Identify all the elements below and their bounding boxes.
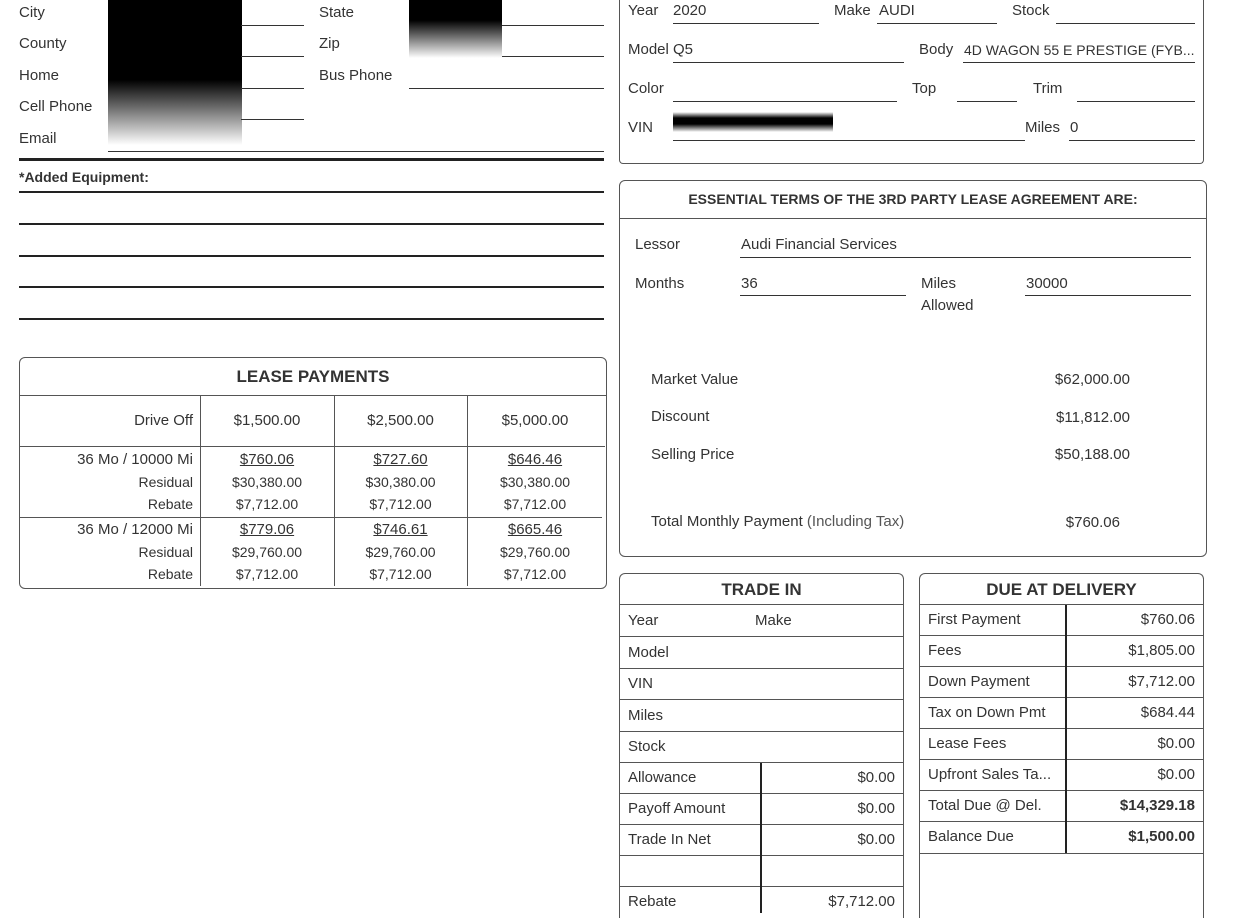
bus-phone-field[interactable] [409, 88, 604, 89]
trim-field[interactable] [1077, 101, 1195, 102]
due-row-value: $760.06 [1140, 611, 1195, 628]
divider [919, 821, 1204, 822]
due-row-value: $7,712.00 [1128, 673, 1195, 690]
lessor-value: Audi Financial Services [741, 236, 897, 253]
divider [919, 728, 1204, 729]
cell-phone-label: Cell Phone [19, 98, 93, 115]
payment-link[interactable]: $746.61 [373, 521, 428, 538]
due-row-label: Balance Due [928, 828, 1014, 845]
make-field[interactable] [877, 23, 997, 24]
drive-off-3[interactable]: $5,000.00 [501, 412, 569, 429]
lessor-label: Lessor [635, 236, 681, 253]
model-value: Q5 [673, 41, 694, 58]
divider [919, 697, 1204, 698]
rebate-value: $7,712.00 [503, 566, 567, 582]
lease-terms-panel [619, 180, 1207, 557]
selling-price-value: $50,188.00 [1054, 446, 1130, 463]
miles-allowed-field[interactable] [1025, 295, 1191, 296]
trade-rebate-value: $7,712.00 [828, 893, 895, 910]
payment-link[interactable]: $727.60 [373, 451, 428, 468]
color-label: Color [628, 80, 664, 97]
residual-value: $30,380.00 [499, 474, 571, 490]
payoff-label: Payoff Amount [628, 800, 726, 817]
equipment-line-5[interactable] [19, 318, 604, 320]
due-at-delivery-title: DUE AT DELIVERY [986, 580, 1137, 599]
vin-label: VIN [628, 119, 654, 136]
rebate-label: Rebate [147, 496, 193, 512]
city-label: City [19, 4, 45, 21]
residual-value: $29,760.00 [365, 544, 436, 560]
trim-label: Trim [1033, 80, 1063, 97]
drive-off-1[interactable]: $1,500.00 [233, 412, 301, 429]
email-label: Email [19, 130, 57, 147]
color-field[interactable] [673, 101, 897, 102]
rebate-value: $7,712.00 [235, 566, 299, 582]
divider [919, 853, 1204, 854]
term-label: 36 Mo / 12000 Mi [77, 521, 193, 538]
divider [619, 699, 904, 700]
divider [919, 635, 1204, 636]
miles-allowed-label: Miles [921, 275, 957, 292]
lease-terms-title: ESSENTIAL TERMS OF THE 3RD PARTY LEASE AGREEMENT ARE: [688, 191, 1138, 207]
months-label: Months [635, 275, 685, 292]
due-row-label: Tax on Down Pmt [928, 704, 1046, 721]
miles-label: Miles [1025, 119, 1061, 136]
rebate-value: $7,712.00 [503, 496, 567, 512]
model-field[interactable] [673, 62, 904, 63]
divider [1065, 605, 1067, 853]
trade-net-value: $0.00 [857, 831, 895, 848]
due-row-value: $0.00 [1157, 735, 1195, 752]
model-label: Model [628, 41, 669, 58]
redacted-customer-info [108, 0, 242, 145]
market-value-label: Market Value [651, 371, 739, 388]
zip-field[interactable] [502, 56, 604, 57]
trade-miles-label: Miles [628, 707, 664, 724]
due-row-value: $0.00 [1157, 766, 1195, 783]
rebate-value: $7,712.00 [369, 496, 432, 512]
miles-allowed-value: 30000 [1026, 275, 1068, 292]
year-value: 2020 [673, 2, 707, 19]
redacted-vin [673, 112, 833, 132]
bus-phone-label: Bus Phone [319, 67, 393, 84]
due-row-label: Down Payment [928, 673, 1030, 690]
divider [919, 759, 1204, 760]
equipment-line-1[interactable] [19, 191, 604, 193]
due-row-label: Total Due @ Del. [928, 797, 1042, 814]
total-monthly-label-text: Total Monthly Payment [651, 513, 803, 530]
residual-label: Residual [138, 474, 193, 490]
term-label: 36 Mo / 10000 Mi [77, 451, 193, 468]
due-row-value: $14,329.18 [1119, 797, 1195, 814]
zip-label: Zip [319, 35, 340, 52]
state-label: State [319, 4, 355, 21]
allowance-label: Allowance [628, 769, 697, 786]
due-row-label: First Payment [928, 611, 1021, 628]
stock-field[interactable] [1056, 23, 1195, 24]
body-value: 4D WAGON 55 E PRESTIGE (FYB... [964, 42, 1195, 58]
make-value: AUDI [879, 2, 915, 19]
email-field[interactable] [108, 151, 604, 152]
total-monthly-note: (Including Tax) [806, 513, 905, 530]
allowance-value: $0.00 [857, 769, 895, 786]
discount-value: $11,812.00 [1056, 409, 1130, 426]
redacted-state-zip [409, 0, 502, 58]
home-label: Home [19, 67, 60, 84]
selling-price-label: Selling Price [651, 446, 735, 463]
due-row-label: Upfront Sales Ta... [928, 766, 1052, 783]
trade-in-title: TRADE IN [721, 580, 802, 599]
equipment-line-3[interactable] [19, 255, 604, 257]
miles-allowed-label-2: Allowed [921, 297, 974, 314]
divider [760, 763, 762, 913]
trade-rebate-label: Rebate [628, 893, 677, 910]
divider [19, 517, 602, 518]
divider [19, 446, 605, 447]
total-monthly-label [651, 513, 904, 530]
lease-payments-title: LEASE PAYMENTS [236, 367, 390, 386]
residual-value: $29,760.00 [231, 544, 303, 560]
drive-off-2[interactable]: $2,500.00 [367, 412, 434, 429]
trade-vin-label: VIN [628, 675, 654, 692]
rebate-value: $7,712.00 [369, 566, 432, 582]
trade-make-label: Make [755, 612, 792, 629]
divider [619, 668, 904, 669]
divider [19, 395, 607, 396]
section-divider [19, 158, 604, 161]
miles-value: 0 [1070, 119, 1079, 136]
trade-model-label: Model [628, 644, 669, 661]
state-field[interactable] [502, 25, 604, 26]
trade-year-label: Year [628, 612, 659, 629]
divider [919, 604, 1204, 605]
residual-value: $30,380.00 [231, 474, 303, 490]
rebate-value: $7,712.00 [235, 496, 299, 512]
payment-link[interactable]: $760.06 [239, 451, 295, 468]
county-field[interactable] [241, 56, 304, 57]
total-monthly-value: $760.06 [1065, 514, 1120, 531]
due-row-label: Lease Fees [928, 735, 1007, 752]
payoff-value: $0.00 [857, 800, 895, 817]
added-equipment-label: *Added Equipment: [19, 169, 149, 185]
vin-field[interactable] [673, 140, 1025, 141]
stock-label: Stock [1012, 2, 1050, 19]
due-row-value: $1,805.00 [1128, 642, 1195, 659]
miles-field[interactable] [1069, 140, 1195, 141]
city-field[interactable] [241, 25, 304, 26]
divider [619, 218, 1207, 219]
year-field[interactable] [673, 23, 819, 24]
months-value: 36 [741, 275, 758, 292]
discount-label: Discount [651, 408, 710, 425]
make-label: Make [834, 2, 871, 19]
top-field[interactable] [957, 101, 1017, 102]
cell-phone-field[interactable] [241, 119, 304, 120]
rebate-label: Rebate [147, 566, 193, 582]
divider [919, 790, 1204, 791]
divider [919, 666, 1204, 667]
payment-link[interactable]: $665.46 [507, 521, 563, 538]
trade-net-label: Trade In Net [628, 831, 711, 848]
residual-value: $29,760.00 [499, 544, 571, 560]
divider [619, 604, 904, 605]
months-field[interactable] [740, 295, 906, 296]
due-row-value: $684.44 [1140, 704, 1195, 721]
due-row-value: $1,500.00 [1128, 828, 1195, 845]
trade-stock-label: Stock [628, 738, 666, 755]
county-label: County [19, 35, 67, 52]
year-label: Year [628, 2, 659, 19]
body-label: Body [919, 41, 954, 58]
payment-link[interactable]: $779.06 [239, 521, 295, 538]
home-field[interactable] [241, 88, 304, 89]
residual-label: Residual [138, 544, 193, 560]
equipment-line-4[interactable] [19, 286, 604, 288]
top-label: Top [912, 80, 937, 97]
drive-off-label: Drive Off [134, 412, 193, 429]
divider [619, 636, 904, 637]
due-row-label: Fees [928, 642, 962, 659]
divider [619, 731, 904, 732]
payment-link[interactable]: $646.46 [507, 451, 563, 468]
lessor-field[interactable] [740, 257, 1191, 258]
body-field[interactable] [963, 62, 1195, 63]
market-value: $62,000.00 [1054, 371, 1130, 388]
equipment-line-2[interactable] [19, 223, 604, 225]
residual-value: $30,380.00 [365, 474, 436, 490]
